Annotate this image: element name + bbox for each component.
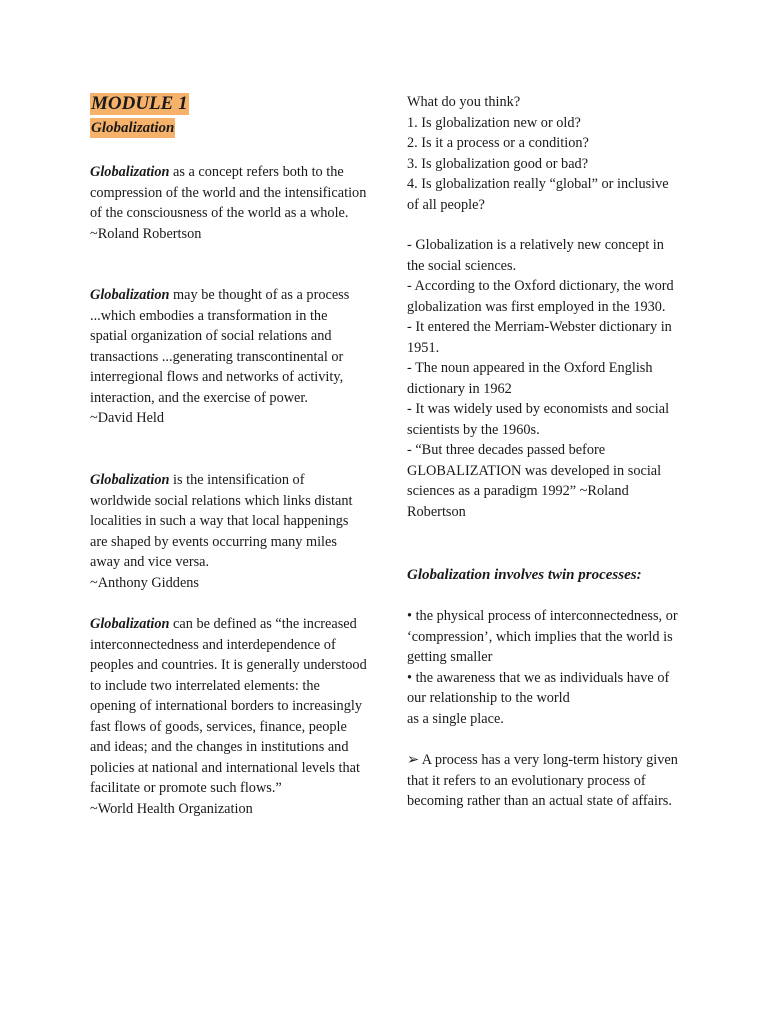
definition-giddens <box>90 470 368 593</box>
definition-term: Globalization <box>90 472 170 488</box>
twin-processes-heading <box>407 565 642 586</box>
definition-body: is the intensification of worldwide social relations which links distant localities in such a way that local happenings are shaped by events occurring many miles away and vice versa. <box>90 472 353 570</box>
definition-author: ~David Held <box>90 410 165 426</box>
twin-point: as a single place. <box>407 710 504 727</box>
definition-author: ~Roland Robertson <box>90 225 202 242</box>
question-item: 2. Is it a process or a condition? <box>407 135 589 151</box>
definition-author: ~Anthony Giddens <box>90 574 199 591</box>
process-note <box>407 750 683 812</box>
process-note-text: ➢ A process has a very long-term history given that it refers to an evolutionary process of becoming rather than an actual state of affairs. <box>407 752 678 809</box>
definition-held <box>90 285 368 429</box>
definition-body: may be thought of as a process ...which embodies a transformation in the spatial organization of social relations and transactions ...generating transcontinental or interregional flows and networks of activity, interaction, and the exercise of power. <box>90 287 350 406</box>
definition-who <box>90 614 368 819</box>
history-point: - “But three decades passed before GLOBALIZATION was developed in social sciences as a paradigm 1992” ~Roland Robertson <box>407 442 662 520</box>
section-heading: Globalization involves twin processes: <box>407 567 642 583</box>
history-point: - According to the Oxford dictionary, the word globalization was first employed in the 1930. <box>407 278 674 315</box>
definition-body: can be defined as “the increased interconnectedness and interdependence of peoples and countries. It is generally understood to include two interrelated elements: the opening of international borders to increasingly fast flows of goods, services, finance, people and ideas; and the changes in institutions and policies at national and international levels that facilitate or promote such flows.” <box>90 616 367 796</box>
definition-term: Globalization <box>90 616 170 632</box>
twin-processes-list <box>407 606 683 729</box>
definition-term: Globalization <box>90 164 170 180</box>
twin-point: • the awareness that we as individuals have of our relationship to the world <box>407 669 670 706</box>
definition-robertson <box>90 162 368 244</box>
definition-text <box>90 162 368 224</box>
history-point: - It entered the Merriam-Webster dictionary in 1951. <box>407 319 672 356</box>
module-subtitle: Globalization <box>91 120 175 136</box>
question-item: 3. Is globalization good or bad? <box>407 155 589 172</box>
definition-author: ~World Health Organization <box>90 800 253 817</box>
question-item: 1. Is globalization new or old? <box>407 114 581 131</box>
twin-point: • the physical process of interconnectedness, or ‘compression’, which implies that the world is getting smaller <box>407 608 678 665</box>
history-block <box>407 235 683 522</box>
definition-text <box>90 285 368 408</box>
definition-text <box>90 470 368 573</box>
module-title: MODULE 1 <box>91 93 188 114</box>
history-point: - Globalization is a relatively new concept in the social sciences. <box>407 237 664 274</box>
history-point: - The noun appeared in the Oxford English dictionary in 1962 <box>407 360 653 397</box>
definition-term: Globalization <box>90 287 170 303</box>
question-item: 4. Is globalization really “global” or inclusive of all people? <box>407 176 669 213</box>
definition-body: as a concept refers both to the compression of the world and the intensification of the consciousness of the world as a whole. <box>90 164 367 221</box>
definition-text <box>90 614 368 799</box>
history-point: - It was widely used by economists and social scientists by the 1960s. <box>407 401 670 438</box>
questions-intro: What do you think? <box>407 94 521 110</box>
questions-block <box>407 92 683 215</box>
